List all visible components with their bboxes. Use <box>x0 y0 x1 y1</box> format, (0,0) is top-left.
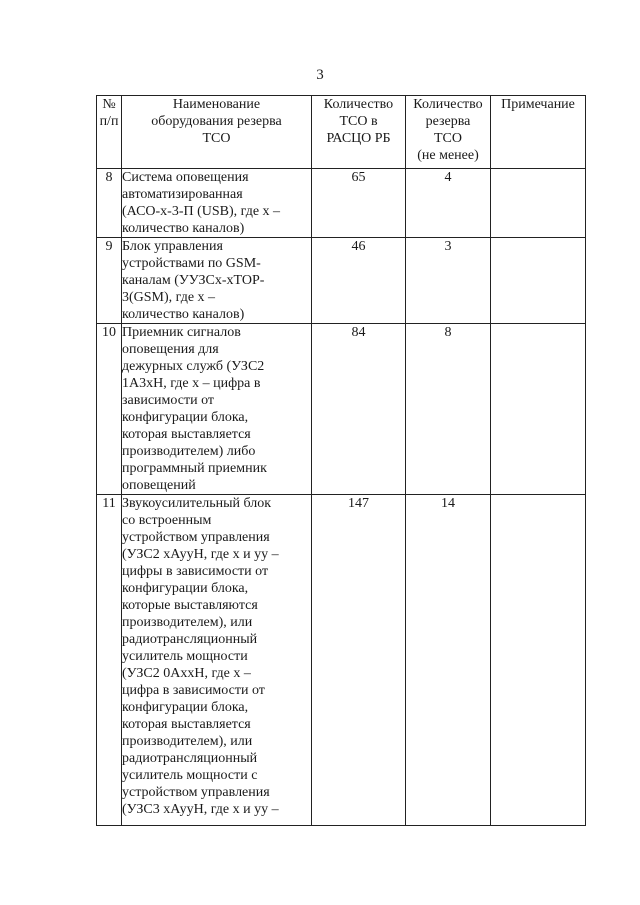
row-quantity: 46 <box>312 238 406 324</box>
table-row <box>97 238 586 324</box>
table-header-row <box>97 96 586 169</box>
row-reserve: 4 <box>406 169 491 238</box>
table-row <box>97 324 586 495</box>
row-note <box>491 238 586 324</box>
row-number: 10 <box>97 324 122 495</box>
header-number: № п/п <box>97 96 122 169</box>
row-reserve: 8 <box>406 324 491 495</box>
row-note <box>491 495 586 826</box>
page-number: 3 <box>316 67 324 83</box>
table-row <box>97 169 586 238</box>
header-name: Наименование оборудования резерва ТСО <box>122 96 312 169</box>
header-note: Примечание <box>491 96 586 169</box>
row-name: Звукоусилительный блок со встроенным устройством управления (УЗС2 хАууН, где х и уу – цифры в зависимости от конфигурации блока, которые выставляются производителем), или радиотрансляционный усилитель мощности (УЗС2 0АххН, где х – цифра в зависимости от конфигурации блока, которая выставляется производителем), или радиотрансляционный усилитель мощности с устройством управления (УЗС3 хАууН, где х и уу – <box>122 495 312 826</box>
header-reserve: Количество резерва ТСО (не менее) <box>406 96 491 169</box>
row-number: 11 <box>97 495 122 826</box>
row-name: Система оповещения автоматизированная (АСО-х-3-П (USB), где х – количество каналов) <box>122 169 312 238</box>
row-quantity: 84 <box>312 324 406 495</box>
row-number: 8 <box>97 169 122 238</box>
row-quantity: 147 <box>312 495 406 826</box>
row-name: Блок управления устройствами по GSM- каналам (УУЗСх-хТОР- 3(GSM), где х – количество каналов) <box>122 238 312 324</box>
row-number: 9 <box>97 238 122 324</box>
row-reserve: 3 <box>406 238 491 324</box>
row-note <box>491 169 586 238</box>
table-row <box>97 495 586 826</box>
row-quantity: 65 <box>312 169 406 238</box>
row-name: Приемник сигналов оповещения для дежурных служб (УЗС2 1А3хН, где х – цифра в зависимости от конфигурации блока, которая выставляется производителем) либо программный приемник оповещений <box>122 324 312 495</box>
equipment-reserve-table <box>96 95 586 826</box>
row-reserve: 14 <box>406 495 491 826</box>
row-note <box>491 324 586 495</box>
header-quantity: Количество ТСО в РАСЦО РБ <box>312 96 406 169</box>
